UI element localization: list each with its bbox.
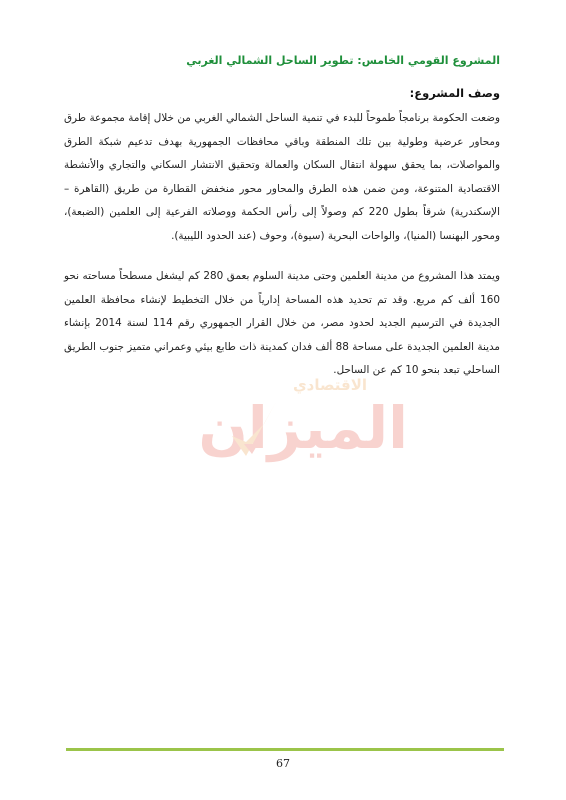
watermark-brand: الميزان [198,394,408,462]
paragraph-1: وضعت الحكومة برنامجاً طموحاً للبدء في تنمية الساحل الشمالي الغربي من خلال إقامة مجموعة طرق ومحاور عرضية وطولية بين تلك المنطقة وباقي محافظات الجمهورية بهدف تدعيم شبكة الطرق والمواصلات، بما يحقق سهولة انتقال السكان والعمالة وتحقيق الانتشار السكاني والتجاري والأنشطة الاقتصادية المتنوعة، ومن ضمن هذه الطرق والمحاور محور منخفض القطارة من طريق (القاهرة – الإسكندرية) شرقاً بطول 220 كم وصولاً إلى رأس الحكمة ووصلاته الفرعية إلى العلمين (الضبعة)، ومحور البهنسا (المنيا)، والواحات البحرية (سيوة)، وحوف (عند الحدود الليبية). [64,112,500,242]
footer-divider [66,748,504,751]
watermark-logo [198,372,418,482]
subheading: وصف المشروع: [409,86,500,100]
section-title: المشروع القومي الخامس: تطوير الساحل الشمالي الغربي [186,54,500,67]
watermark-tagline: الاقتصادي [292,376,368,394]
paragraph-2: ويمتد هذا المشروع من مدينة العلمين وحتى مدينة السلوم بعمق 280 كم ليشغل مسطحاً مساحته نحو 160 ألف كم مربع. وقد تم تحديد هذه المساحة إدارياً من خلال التخطيط لإنشاء محافظة العلمين الجديدة في الترسيم الجديد لحدود مصر، من خلال القرار الجمهوري رقم 114 لسنة 2014 بإنشاء مدينة العلمين الجديدة على مساحة 88 ألف فدان كمدينة ذات طابع بيئي وعمراني متميز جنوب الطريق الساحلي تبعد بنحو 10 كم عن الساحل. [64,270,501,377]
page-number: 67 [276,757,290,770]
watermark-arrow-icon [224,394,284,464]
